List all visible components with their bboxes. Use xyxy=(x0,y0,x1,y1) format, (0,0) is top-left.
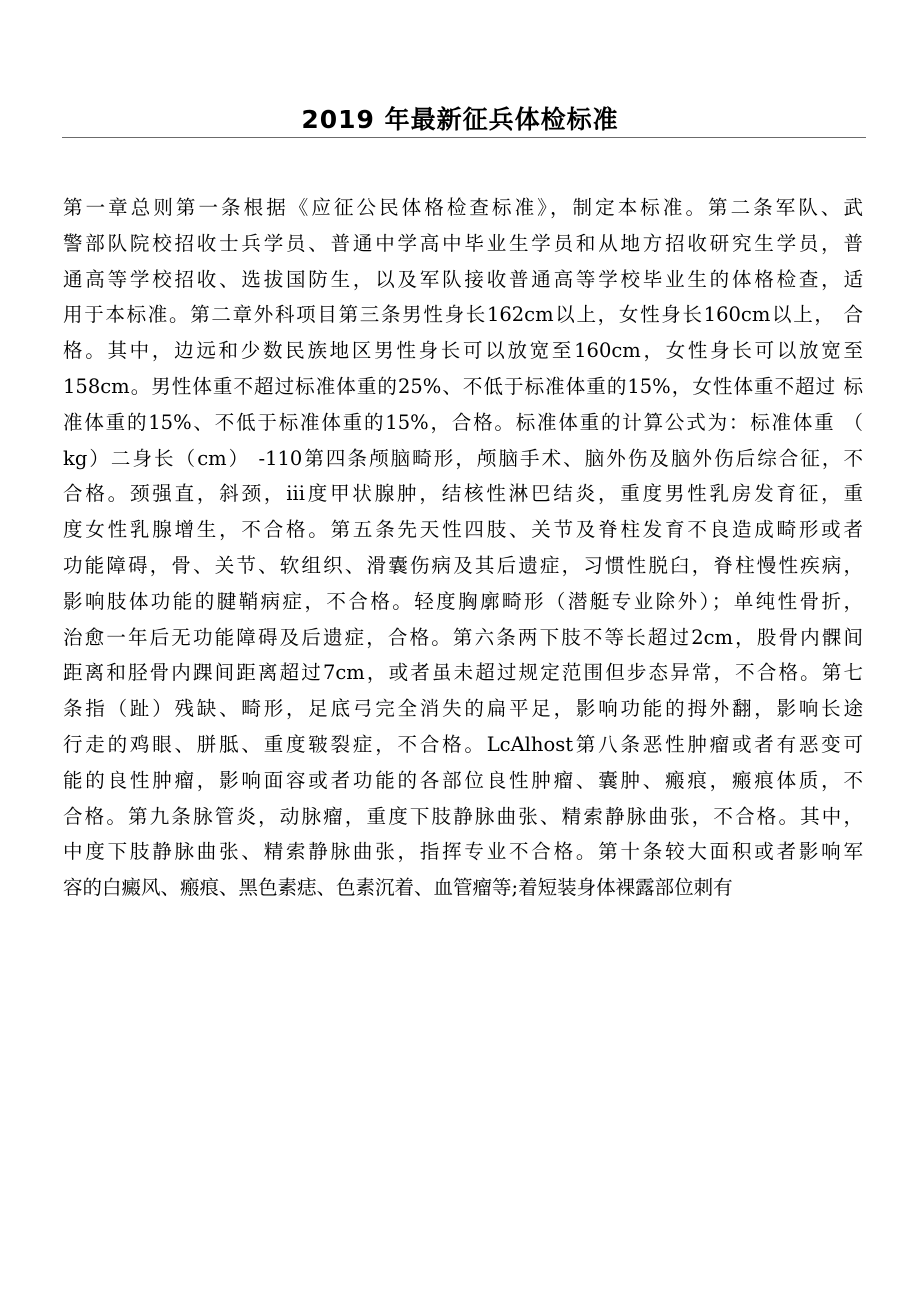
body-line: 距离和胫骨内踝间距离超过7cm，或者虽未超过规定范围但步态异常，不合格。第七 xyxy=(63,661,863,685)
body-line: 容的白癜风、瘢痕、黑色素痣、色素沉着、血管瘤等;着短装身体裸露部位刺有 xyxy=(63,876,733,900)
body-line: 功能障碍，骨、关节、软组织、滑囊伤病及其后遗症，习惯性脱臼，脊柱慢性疾病， xyxy=(63,553,863,577)
body-line: 准体重的15%、不低于标准体重的15%，合格。标准体重的计算公式为：标准体重 （ xyxy=(63,410,863,434)
body-line: 合格。第九条脉管炎，动脉瘤，重度下肢静脉曲张、精索静脉曲张，不合格。其中， xyxy=(63,804,863,828)
document-title: 2019 年最新征兵体检标准 xyxy=(301,105,619,134)
body-line: 第一章总则第一条根据《应征公民体格检查标准》，制定本标准。第二条军队、武 xyxy=(63,196,863,219)
body-line: 合格。颈强直，斜颈，iii度甲状腺肿，结核性淋巴结炎，重度男性乳房发育征，重 xyxy=(63,482,863,506)
body-line: 158cm。男性体重不超过标准体重的25%、不低于标准体重的15%，女性体重不超过 标 xyxy=(63,374,863,398)
body-line: 用于本标准。第二章外科项目第三条男性身长162cm以上，女性身长160cm以上， 合 xyxy=(63,303,863,327)
body-line: 行走的鸡眼、胼胝、重度皲裂症，不合格。LcAlhost第八条恶性肿瘤或者有恶变可 xyxy=(63,732,863,756)
title-divider xyxy=(62,137,866,138)
body-line: 条指（趾）残缺、畸形，足底弓完全消失的扁平足，影响功能的拇外翻，影响长途 xyxy=(63,697,863,721)
body-line: kg）二身长（cm） -110第四条颅脑畸形，颅脑手术、脑外伤及脑外伤后综合征，不 xyxy=(63,446,863,470)
body-line: 能的良性肿瘤，影响面容或者功能的各部位良性肿瘤、囊肿、瘢痕，瘢痕体质，不 xyxy=(63,768,863,792)
body-line: 影响肢体功能的腱鞘病症，不合格。轻度胸廓畸形（潜艇专业除外）；单纯性骨折， xyxy=(63,589,863,613)
document-body xyxy=(63,190,863,906)
body-line: 中度下肢静脉曲张、精索静脉曲张，指挥专业不合格。第十条较大面积或者影响军 xyxy=(63,840,863,864)
body-line: 警部队院校招收士兵学员、普通中学高中毕业生学员和从地方招收研究生学员，普 xyxy=(63,231,863,255)
body-line: 治愈一年后无功能障碍及后遗症，合格。第六条两下肢不等长超过2cm，股骨内髁间 xyxy=(63,625,863,649)
body-line: 通高等学校招收、选拔国防生，以及军队接收普通高等学校毕业生的体格检查，适 xyxy=(63,267,863,291)
body-line: 格。其中，边远和少数民族地区男性身长可以放宽至160cm，女性身长可以放宽至 xyxy=(63,339,863,363)
body-line: 度女性乳腺增生，不合格。第五条先天性四肢、关节及脊柱发育不良造成畸形或者 xyxy=(63,518,863,542)
